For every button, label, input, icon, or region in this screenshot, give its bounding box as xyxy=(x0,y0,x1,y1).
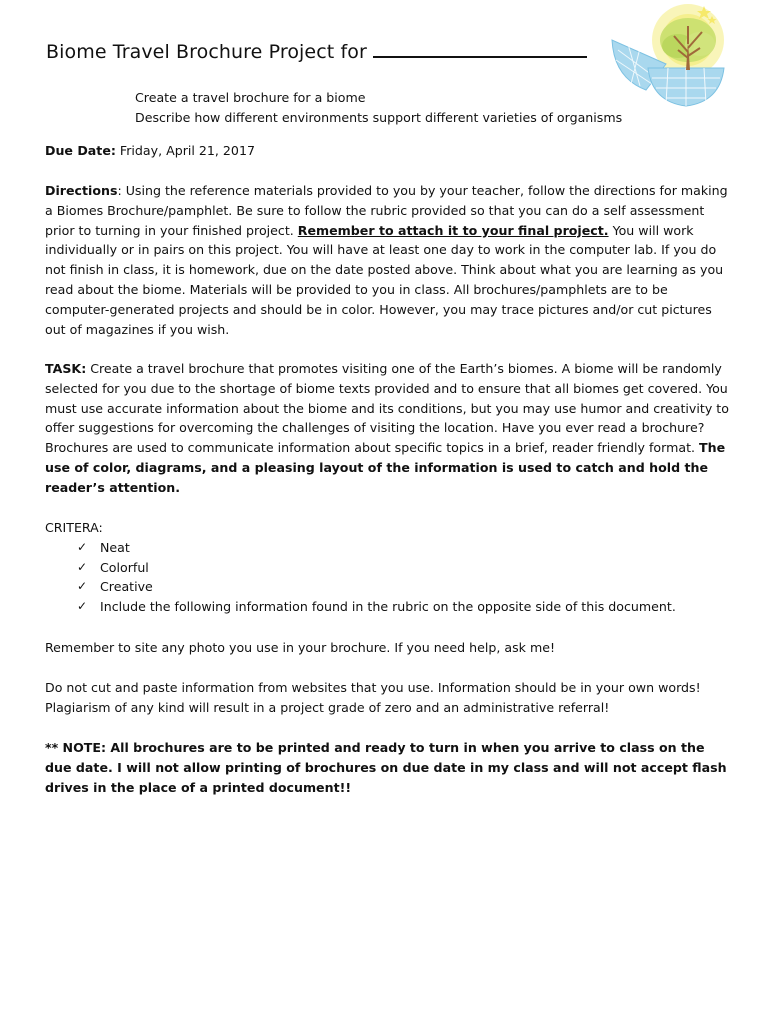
criteria-item-text: Include the following information found in the rubric on the opposite side of this document. xyxy=(100,599,676,615)
globe-tree-icon xyxy=(608,2,738,110)
check-icon: ✓ xyxy=(77,579,88,594)
objective-item: Create a travel brochure for a biome xyxy=(135,90,366,105)
title-text: Biome Travel Brochure Project for xyxy=(46,41,367,63)
photo-note xyxy=(45,638,735,658)
name-blank-line xyxy=(373,40,587,58)
directions-text-1: : Using the reference materials provided to you by your teacher, follow the directions for making a Biomes Brochure/pamphlet. Be sure to follow the rubric provided so that you can do a self assessment prior to turning in your finished project. xyxy=(45,183,728,238)
page-title xyxy=(46,40,587,63)
due-date xyxy=(45,141,735,161)
task-text: Create a travel brochure that promotes visiting one of the Earth’s biomes. A biome will be randomly selected for you due to the shortage of biome texts provided and to ensure that all biomes get covered. You must use accurate information about the biome and its conditions, but you may use humor and creativity to offer suggestions for overcoming the challenges of visiting the location. Have you ever read a brochure? Brochures are used to communicate information about specific topics in a brief, reader friendly format. xyxy=(45,361,729,456)
directions-paragraph xyxy=(45,181,735,339)
task-label: TASK: xyxy=(45,361,87,376)
criteria-item xyxy=(77,558,735,578)
final-note-text: ** NOTE: All brochures are to be printed and ready to turn in when you arrive to class on the due date. I will not allow printing of brochures on due date in my class and will not accept flash drives in the place of a printed document!! xyxy=(45,740,727,795)
check-icon: ✓ xyxy=(77,539,88,554)
directions-emphasis: Remember to attach it to your final project. xyxy=(297,222,609,238)
due-date-value: Friday, April 21, 2017 xyxy=(119,143,255,158)
photo-note-text: Remember to site any photo you use in your brochure. If you need help, ask me! xyxy=(45,640,556,655)
plagiarism-note xyxy=(45,678,735,718)
criteria-heading: CRITERA: xyxy=(45,520,103,535)
criteria-item-text: Creative xyxy=(100,579,153,595)
final-note xyxy=(45,738,735,797)
criteria-item-text: Colorful xyxy=(100,559,149,575)
task-paragraph xyxy=(45,359,735,498)
due-date-label: Due Date: xyxy=(45,143,116,158)
plagiarism-note-text: Do not cut and paste information from websites that you use. Information should be in your own words! Plagiarism of any kind will result in a project grade of zero and an administrative referral! xyxy=(45,680,701,715)
task-emphasis: The use of color, diagrams, and a pleasing layout of the information is used to catch and hold the reader’s attention. xyxy=(45,440,726,495)
criteria-list xyxy=(77,538,735,617)
objectives-list xyxy=(135,88,622,127)
check-icon: ✓ xyxy=(77,559,88,574)
directions-label: Directions xyxy=(45,183,118,198)
criteria-item-text: Neat xyxy=(100,539,130,555)
criteria-item xyxy=(77,538,735,558)
check-icon: ✓ xyxy=(77,599,88,614)
criteria-item xyxy=(77,577,735,597)
objective-item: Describe how different environments support different varieties of organisms xyxy=(135,109,623,125)
criteria-section xyxy=(45,518,735,617)
directions-text-2: You will work individually or in pairs on this project. You will have at least one day to work in the computer lab. If you do not finish in class, it is homework, due on the date posted above. Think about what you are learning as you read about the biome. Materials will be provided to you in class. All brochures/pamphlets are to be computer-generated projects and should be in color. However, you may trace pictures and/or cut pictures out of magazines if you wish. xyxy=(45,222,724,337)
criteria-item xyxy=(77,597,735,617)
